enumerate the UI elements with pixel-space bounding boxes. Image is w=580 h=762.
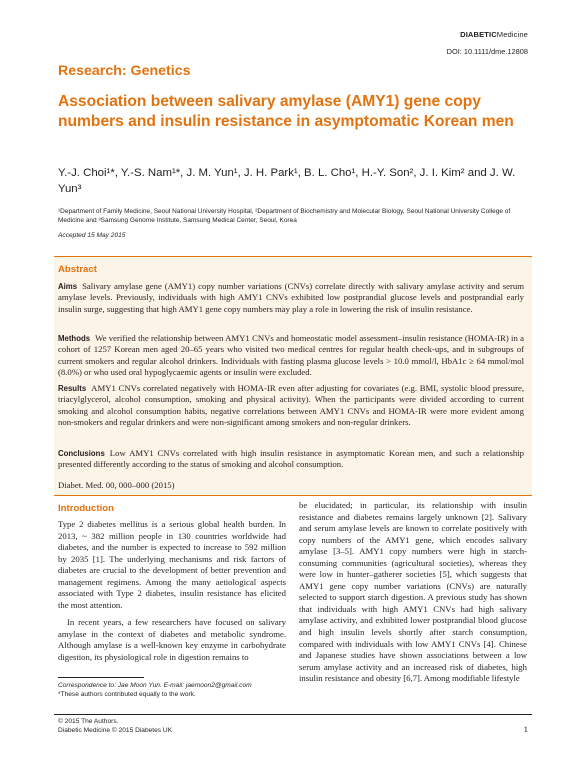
page-number: 1	[523, 724, 528, 734]
intro-paragraph-2: In recent years, a few researchers have focused on salivary amylase in the context of diabetes and metabolic syndrome. Although amylase is a well-known key enzyme in carbohydrate digestion, its physiological role in digestion remains to	[58, 617, 286, 663]
left-column	[58, 519, 286, 664]
methods-text: We verified the relationship between AMY1 CNVs and homeostatic model assessment–insulin resistance (HOMA-IR) in a cohort of 1257 Korean men aged 20–65 years who visited two medical centres for regular health check-ups, and in subgroups of current smokers and regular alcohol drinkers. Individuals with fasting plasma glucose levels > 10.0 mmol/l, HbA1c ≥ 64 mmol/mol (8.0%) or who used oral hypoglycaemic agents or insulin were excluded.	[58, 333, 524, 378]
equal-contribution-note: *These authors contributed equally to the work.	[58, 690, 196, 698]
abstract-conclusions	[58, 448, 524, 471]
abstract-results	[58, 383, 524, 429]
copyright-line-2: Diabetic Medicine © 2015 Diabetes UK	[58, 726, 173, 734]
copyright	[58, 718, 172, 735]
accepted-date: Accepted 15 May 2015	[58, 232, 126, 239]
right-column	[299, 500, 527, 685]
methods-label: Methods	[58, 334, 91, 343]
footnote-divider	[58, 677, 144, 678]
conclusions-text: Low AMY1 CNVs correlated with high insulin resistance in asymptomatic Korean men, and such a relationship presented differently according to the status of smoking and alcohol consumption.	[58, 448, 524, 470]
journal-name: DIABETICMedicine	[460, 30, 528, 39]
section-label: Research: Genetics	[58, 63, 191, 79]
affiliations: ¹Department of Family Medicine, Seoul National University Hospital, ²Department of Biochemistry and Molecular Biology, Seoul National University College of Medicine and ³Samsung Genome Institute, Samsung Medical Center, Seoul, Korea	[58, 208, 511, 225]
abstract-heading: Abstract	[58, 264, 97, 275]
aims-label: Aims	[58, 282, 78, 291]
aims-text: Salivary amylase gene (AMY1) copy number variations (CNVs) correlate directly with salivary amylase activity and serum amylase levels. Previously, individuals with high AMY1 CNVs exhibited low postprandial glucose levels and postprandial early insulin surge, suggesting that high AMY1 gene copy numbers may play a role in lowering the risk of insulin resistance.	[58, 281, 524, 314]
introduction-heading: Introduction	[58, 503, 114, 514]
copyright-line-1: © 2015 The Authors.	[58, 718, 119, 725]
correspondence-note: Correspondence to: Jae Moon Yun. E-mail: jaemoon2@gmail.com	[58, 682, 252, 689]
citation: Diabet. Med. 00, 000–000 (2015)	[58, 480, 175, 490]
doi: DOI: 10.1111/dme.12808	[446, 47, 528, 56]
authors: Y.-J. Choi¹*, Y.-S. Nam¹*, J. M. Yun¹, J. H. Park¹, B. L. Cho¹, H.-Y. Son², J. I. Kim² and J. W. Yun³	[58, 167, 516, 195]
results-text: AMY1 CNVs correlated negatively with HOMA-IR even after adjusting for covariates (e.g. BMI, systolic blood pressure, triacylglycerol, alcohol consumption, smoking and physical activity). When the participants were divided according to current smoking and alcohol consumption habits, negative correlations between AMY1 CNVs and HOMA-IR were more evident among non-smokers and regular drinkers and were non-significant among smokers and non-regular drinkers.	[58, 383, 524, 428]
abstract-methods	[58, 333, 524, 379]
footnotes	[58, 682, 252, 700]
article-title: Association between salivary amylase (AMY1) gene copy numbers and insulin resistance in asymptomatic Korean men	[58, 93, 514, 130]
abstract-aims	[58, 281, 524, 315]
bottom-divider	[54, 714, 532, 715]
intro-paragraph-3: be elucidated; in particular, its relationship with insulin resistance and diabetes remains largely unknown [2]. Salivary and serum amylase levels are known to correlate positively with copy numbers of the AMY1 gene, which encodes salivary amylase [3–5]. AMY1 copy numbers were high in starch-consuming communities (agricultural societies), whereas they were low in hunter–gatherer societies [5], which suggests that AMY1 gene copy number variations (CNVs) are naturally selected to support starch digestion. A previous study has shown that individuals with high AMY1 CNVs had high salivary amylase activity, and exhibited lower postprandial blood glucose and high insulin levels shortly after starch consumption, compared with individuals with low AMY1 CNVs [4]. Chinese and Japanese studies have shown associations between a low serum amylase activity and an increased risk of diabetes, high insulin resistance and obesity [6,7]. Among modifiable lifestyle	[299, 500, 527, 684]
intro-paragraph-1: Type 2 diabetes mellitus is a serious global health burden. In 2013, ~ 382 million people in 130 countries worldwide had diabetes, and the number is expected to increase to 592 million by 2035 [1]. The underlying mechanisms and risk factors of diabetes are crucial to the development of better prevention and management regimens. Among the many aetiological aspects associated with Type 2 diabetes, insulin resistance has elicited the most attention.	[58, 519, 286, 610]
results-label: Results	[58, 384, 87, 393]
conclusions-label: Conclusions	[58, 449, 105, 458]
